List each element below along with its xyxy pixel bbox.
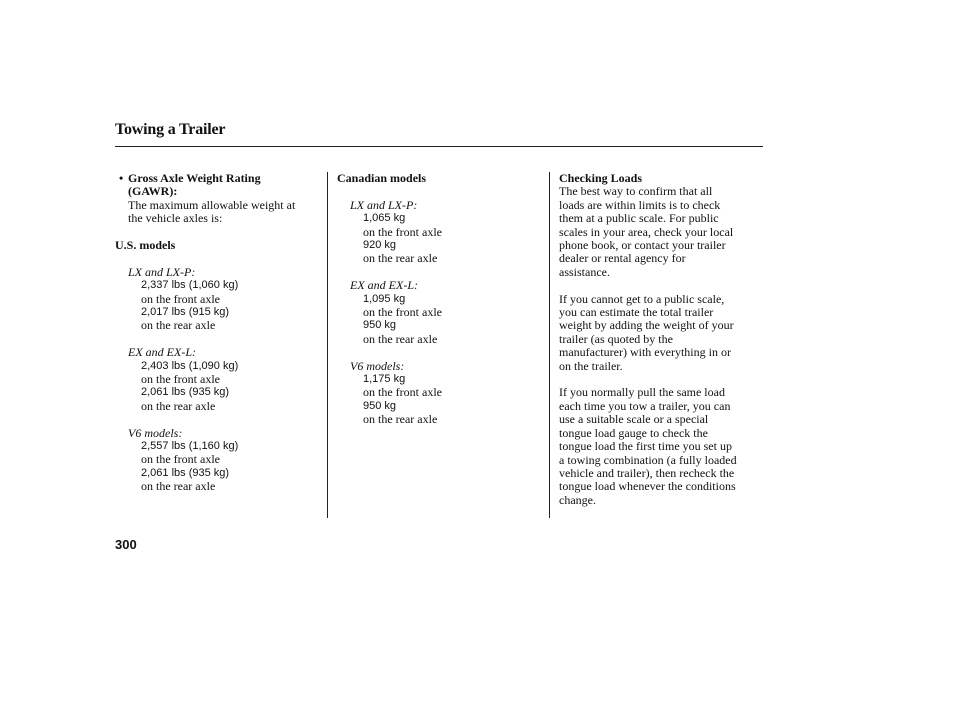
ca-rear-weight: 920 kg xyxy=(363,239,397,252)
ca-front-weight: 1,095 kg xyxy=(363,292,406,305)
ca-front-weight: 1,065 kg xyxy=(363,212,406,225)
us-front-label: on the front axle xyxy=(141,291,220,306)
checking-para-line: If you cannot get to a public scale, xyxy=(559,291,725,306)
checking-para-line: vehicle and trailer), then recheck the xyxy=(559,465,735,480)
checking-para-line: them at a public scale. For public xyxy=(559,211,719,226)
canadian-models-heading: Canadian models xyxy=(337,171,427,185)
checking-para-line: loads are within limits is to check xyxy=(559,197,721,212)
us-models-column xyxy=(115,172,320,494)
ca-model-label: V6 models: xyxy=(350,358,405,373)
checking-para-line: on the trailer. xyxy=(559,358,623,373)
us-front-label: on the front axle xyxy=(141,452,220,467)
checking-loads-heading: Checking Loads xyxy=(559,171,643,185)
ca-rear-label: on the rear axle xyxy=(363,251,438,266)
column-divider-2 xyxy=(549,172,550,518)
checking-para-line: tongue load the first time you set up xyxy=(559,439,732,454)
gawr-heading-line2: (GAWR): xyxy=(128,184,178,199)
us-rear-weight: 2,017 lbs (915 kg) xyxy=(141,306,230,319)
checking-para-line: you can estimate the total trailer xyxy=(559,305,714,320)
checking-loads-column xyxy=(559,172,764,507)
bullet-icon: • xyxy=(119,171,124,185)
checking-para-line: The best way to confirm that all xyxy=(559,184,713,199)
checking-para-line: a towing combination (a fully loaded xyxy=(559,452,737,467)
gawr-heading xyxy=(115,172,320,199)
ca-rear-label: on the rear axle xyxy=(363,412,438,427)
ca-rear-weight: 950 kg xyxy=(363,399,397,412)
checking-para-line: assistance. xyxy=(559,264,610,279)
column-divider-1 xyxy=(327,172,328,518)
ca-model-label: EX and EX-L: xyxy=(350,278,418,293)
us-models-heading: U.S. models xyxy=(115,238,176,253)
us-rear-label: on the rear axle xyxy=(141,318,216,333)
us-rear-weight: 2,061 lbs (935 kg) xyxy=(141,466,230,479)
us-front-label: on the front axle xyxy=(141,372,220,387)
ca-rear-label: on the rear axle xyxy=(363,331,438,346)
checking-para-line: use a suitable scale or a special xyxy=(559,412,709,427)
us-model-label: EX and EX-L: xyxy=(128,345,196,360)
page-number: 300 xyxy=(115,537,137,552)
checking-para-line: phone book, or contact your trailer xyxy=(559,238,726,253)
checking-para-line: tongue load gauge to check the xyxy=(559,425,708,440)
title-rule xyxy=(115,146,763,147)
checking-para-line: change. xyxy=(559,492,596,507)
ca-front-label: on the front axle xyxy=(363,305,442,320)
gawr-desc-line1: The maximum allowable weight at xyxy=(128,197,296,212)
ca-front-label: on the front axle xyxy=(363,224,442,239)
page-title: Towing a Trailer xyxy=(115,121,226,138)
canadian-models-column xyxy=(337,172,542,427)
checking-para-line: trailer (as quoted by the xyxy=(559,331,673,346)
us-front-weight: 2,337 lbs (1,060 kg) xyxy=(141,279,239,292)
us-rear-label: on the rear axle xyxy=(141,398,216,413)
us-rear-label: on the rear axle xyxy=(141,479,216,494)
ca-front-label: on the front axle xyxy=(363,385,442,400)
us-rear-weight: 2,061 lbs (935 kg) xyxy=(141,386,230,399)
us-model-label: V6 models: xyxy=(128,425,183,440)
checking-para-line: each time you tow a trailer, you can xyxy=(559,398,731,413)
gawr-desc-line2: the vehicle axles is: xyxy=(128,211,223,226)
checking-para-line: scales in your area, check your local xyxy=(559,224,734,239)
us-front-weight: 2,557 lbs (1,160 kg) xyxy=(141,440,239,453)
checking-para-line: tongue load whenever the conditions xyxy=(559,479,736,494)
checking-para-line: manufacturer) with everything in or xyxy=(559,345,731,360)
ca-front-weight: 1,175 kg xyxy=(363,373,406,386)
us-front-weight: 2,403 lbs (1,090 kg) xyxy=(141,359,239,372)
us-model-label: LX and LX-P: xyxy=(128,264,196,279)
ca-rear-weight: 950 kg xyxy=(363,319,397,332)
checking-para-line: dealer or rental agency for xyxy=(559,251,686,266)
checking-para-line: If you normally pull the same load xyxy=(559,385,725,400)
checking-para-line: weight by adding the weight of your xyxy=(559,318,734,333)
gawr-heading-line1: Gross Axle Weight Rating xyxy=(128,171,261,185)
ca-model-label: LX and LX-P: xyxy=(350,197,418,212)
